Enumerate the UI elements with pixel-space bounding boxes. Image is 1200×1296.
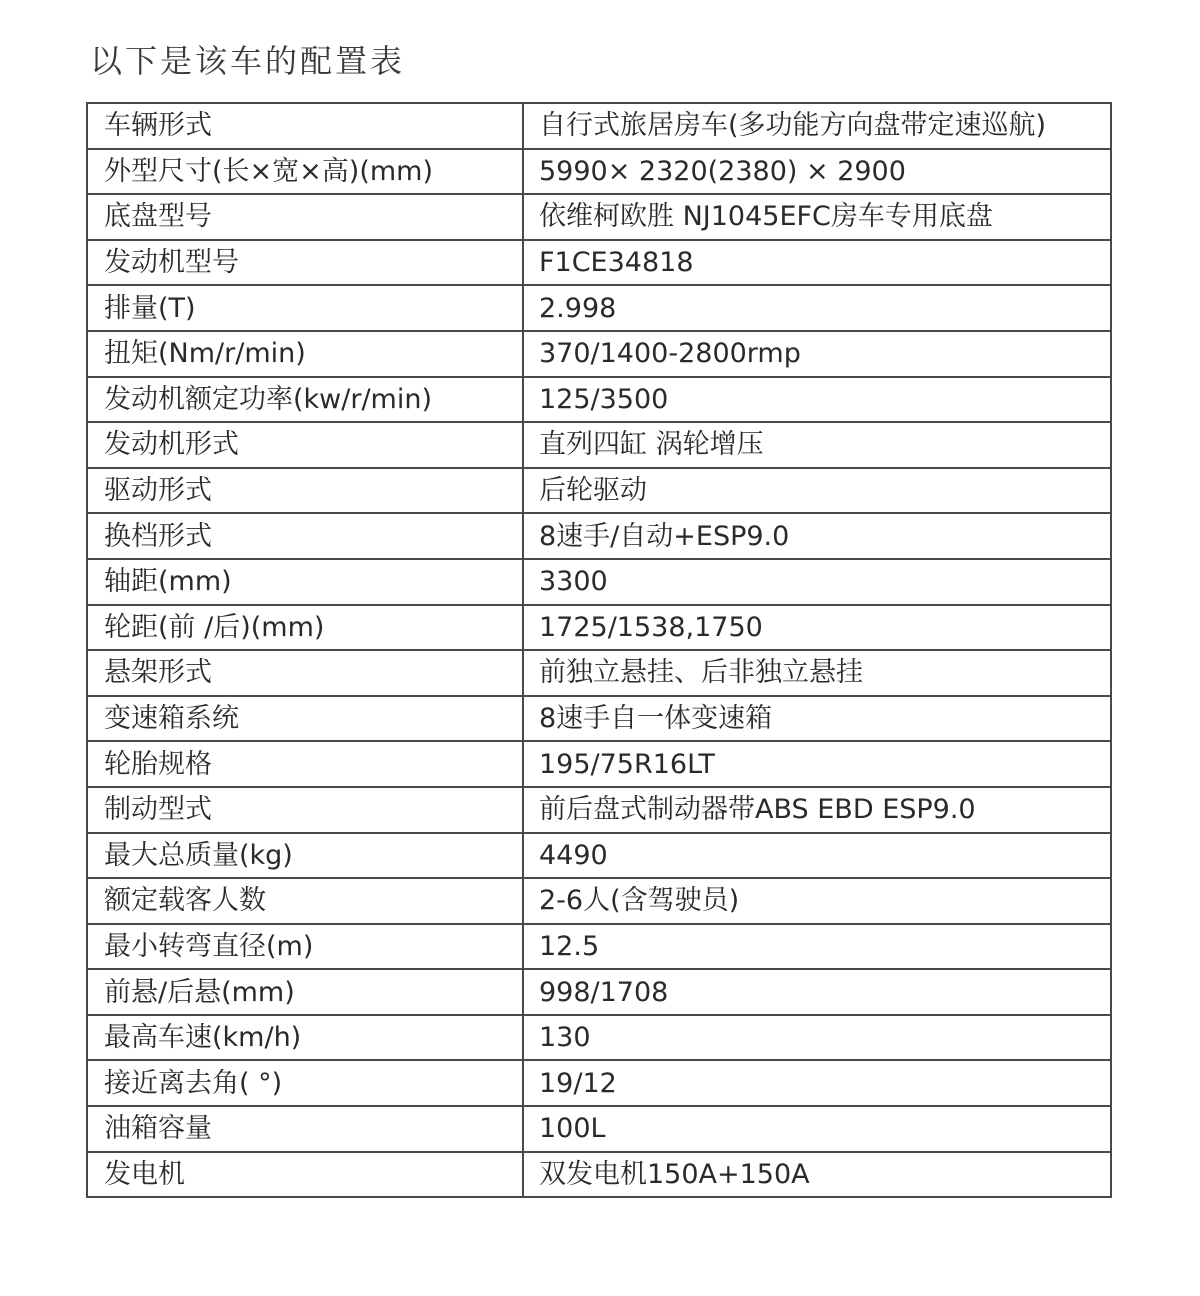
table-row: [87, 240, 1111, 286]
table-row: [87, 605, 1111, 651]
spec-label: 底盘型号: [87, 194, 523, 240]
table-row: [87, 285, 1111, 331]
spec-label: 接近离去角( °): [87, 1060, 523, 1106]
table-row: [87, 741, 1111, 787]
spec-value: 1725/1538,1750: [523, 605, 1111, 651]
spec-label: 最小转弯直径(m): [87, 924, 523, 970]
spec-value: 370/1400-2800rmp: [523, 331, 1111, 377]
table-row: [87, 513, 1111, 559]
table-row: [87, 969, 1111, 1015]
table-row: [87, 924, 1111, 970]
spec-label: 扭矩(Nm/r/min): [87, 331, 523, 377]
spec-label: 车辆形式: [87, 103, 523, 149]
spec-label: 外型尺寸(长×宽×高)(mm): [87, 149, 523, 195]
spec-label: 发电机: [87, 1152, 523, 1198]
spec-value: 后轮驱动: [523, 468, 1111, 514]
table-row: [87, 149, 1111, 195]
spec-value: 125/3500: [523, 377, 1111, 423]
page-title: 以下是该车的配置表: [90, 42, 406, 80]
spec-label: 最高车速(km/h): [87, 1015, 523, 1061]
table-row: [87, 878, 1111, 924]
table-row: [87, 696, 1111, 742]
spec-label: 驱动形式: [87, 468, 523, 514]
table-row: [87, 1152, 1111, 1198]
spec-label: 最大总质量(kg): [87, 833, 523, 879]
spec-value: 自行式旅居房车(多功能方向盘带定速巡航): [523, 103, 1111, 149]
spec-value: 直列四缸 涡轮增压: [523, 422, 1111, 468]
spec-value: 12.5: [523, 924, 1111, 970]
spec-label: 发动机型号: [87, 240, 523, 286]
spec-label: 悬架形式: [87, 650, 523, 696]
spec-label: 轮胎规格: [87, 741, 523, 787]
spec-value: 2-6人(含驾驶员): [523, 878, 1111, 924]
spec-value: F1CE34818: [523, 240, 1111, 286]
spec-label: 发动机额定功率(kw/r/min): [87, 377, 523, 423]
spec-label: 排量(T): [87, 285, 523, 331]
spec-value: 100L: [523, 1106, 1111, 1152]
spec-value: 双发电机150A+150A: [523, 1152, 1111, 1198]
spec-value: 195/75R16LT: [523, 741, 1111, 787]
table-row: [87, 377, 1111, 423]
spec-value: 前后盘式制动器带ABS EBD ESP9.0: [523, 787, 1111, 833]
spec-label: 油箱容量: [87, 1106, 523, 1152]
table-row: [87, 1060, 1111, 1106]
table-row: [87, 194, 1111, 240]
table-row: [87, 559, 1111, 605]
spec-value: 8速手/自动+ESP9.0: [523, 513, 1111, 559]
table-row: [87, 468, 1111, 514]
table-row: [87, 787, 1111, 833]
table-row: [87, 650, 1111, 696]
spec-value: 依维柯欧胜 NJ1045EFC房车专用底盘: [523, 194, 1111, 240]
spec-value: 5990× 2320(2380) × 2900: [523, 149, 1111, 195]
spec-table-body: [87, 103, 1111, 1197]
spec-value: 2.998: [523, 285, 1111, 331]
table-row: [87, 422, 1111, 468]
spec-value: 130: [523, 1015, 1111, 1061]
table-row: [87, 1106, 1111, 1152]
spec-value: 998/1708: [523, 969, 1111, 1015]
spec-value: 4490: [523, 833, 1111, 879]
spec-label: 轮距(前 /后)(mm): [87, 605, 523, 651]
spec-label: 前悬/后悬(mm): [87, 969, 523, 1015]
table-row: [87, 833, 1111, 879]
spec-label: 制动型式: [87, 787, 523, 833]
spec-label: 发动机形式: [87, 422, 523, 468]
table-row: [87, 1015, 1111, 1061]
spec-value: 前独立悬挂、后非独立悬挂: [523, 650, 1111, 696]
table-row: [87, 331, 1111, 377]
spec-label: 变速箱系统: [87, 696, 523, 742]
spec-table: [86, 102, 1112, 1198]
spec-value: 8速手自一体变速箱: [523, 696, 1111, 742]
spec-label: 换档形式: [87, 513, 523, 559]
spec-label: 额定载客人数: [87, 878, 523, 924]
table-row: [87, 103, 1111, 149]
spec-value: 3300: [523, 559, 1111, 605]
spec-value: 19/12: [523, 1060, 1111, 1106]
spec-label: 轴距(mm): [87, 559, 523, 605]
